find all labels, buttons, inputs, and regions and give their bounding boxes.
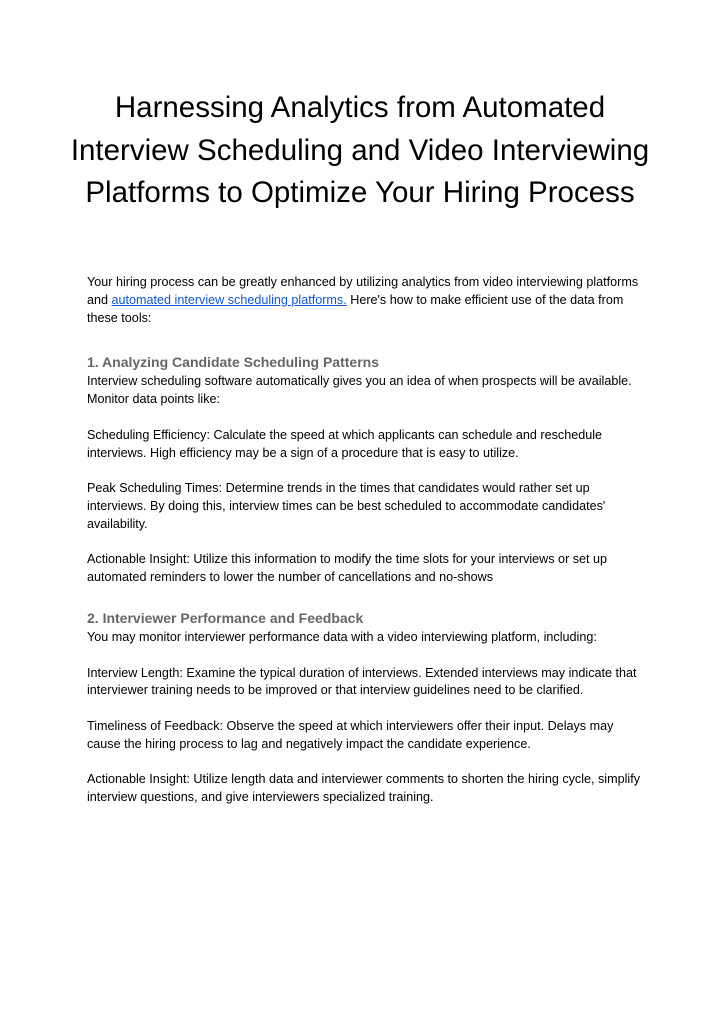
section-heading: 2. Interviewer Performance and Feedback (87, 609, 364, 626)
document-body (87, 274, 643, 807)
section-paragraph: Actionable Insight: Utilize length data and interviewer comments to shorten the hiring cycle, simplify interview questions, and give interviewers specialized training. (87, 772, 640, 805)
section-heading: 1. Analyzing Candidate Scheduling Patterns (87, 354, 379, 371)
section-scheduling-patterns (87, 353, 643, 587)
intro-paragraph (87, 274, 643, 327)
document-title: Harnessing Analytics from Automated Interview Scheduling and Video Interviewing Platforms to Optimize Your Hiring Process (70, 91, 650, 209)
section-paragraph: Interview scheduling software automatically gives you an idea of when prospects will be available. Monitor data points like: (87, 374, 632, 407)
intro-text-before-link: Your hiring process can be greatly enhanced by utilizing analytics from video interviewing platforms and (87, 275, 639, 307)
section-paragraph: Actionable Insight: Utilize this information to modify the time slots for your interviews or set up automated reminders to lower the number of cancellations and no-shows (87, 552, 608, 585)
section-paragraph: Interview Length: Examine the typical duration of interviews. Extended interviews may indicate that interviewer training needs to be improved or that interview guidelines need to be clarified. (87, 665, 637, 698)
paragraph-spacer (87, 647, 643, 665)
section-paragraph: You may monitor interviewer performance data with a video interviewing platform, including: (87, 629, 597, 644)
paragraph-spacer (87, 462, 643, 480)
automated-scheduling-platforms-link[interactable]: automated interview scheduling platforms. (111, 292, 347, 307)
paragraph-spacer (87, 754, 643, 772)
paragraph-spacer (87, 534, 643, 552)
paragraph-spacer (87, 700, 643, 718)
paragraph-spacer (87, 409, 643, 427)
section-paragraph: Timeliness of Feedback: Observe the speed at which interviewers offer their input. Delays may cause the hiring process to lag and negatively impact the candidate experience. (87, 718, 614, 751)
section-interviewer-performance (87, 609, 643, 807)
section-paragraph: Peak Scheduling Times: Determine trends in the times that candidates would rather set up interviews. By doing this, interview times can be best scheduled to accommodate candidates' availability. (87, 481, 606, 531)
intro-text-after-link: Here's how to make efficient use of the data from these tools: (87, 292, 624, 325)
section-paragraph: Scheduling Efficiency: Calculate the speed at which applicants can schedule and reschedule interviews. High efficiency may be a sign of a procedure that is easy to utilize. (87, 427, 603, 460)
